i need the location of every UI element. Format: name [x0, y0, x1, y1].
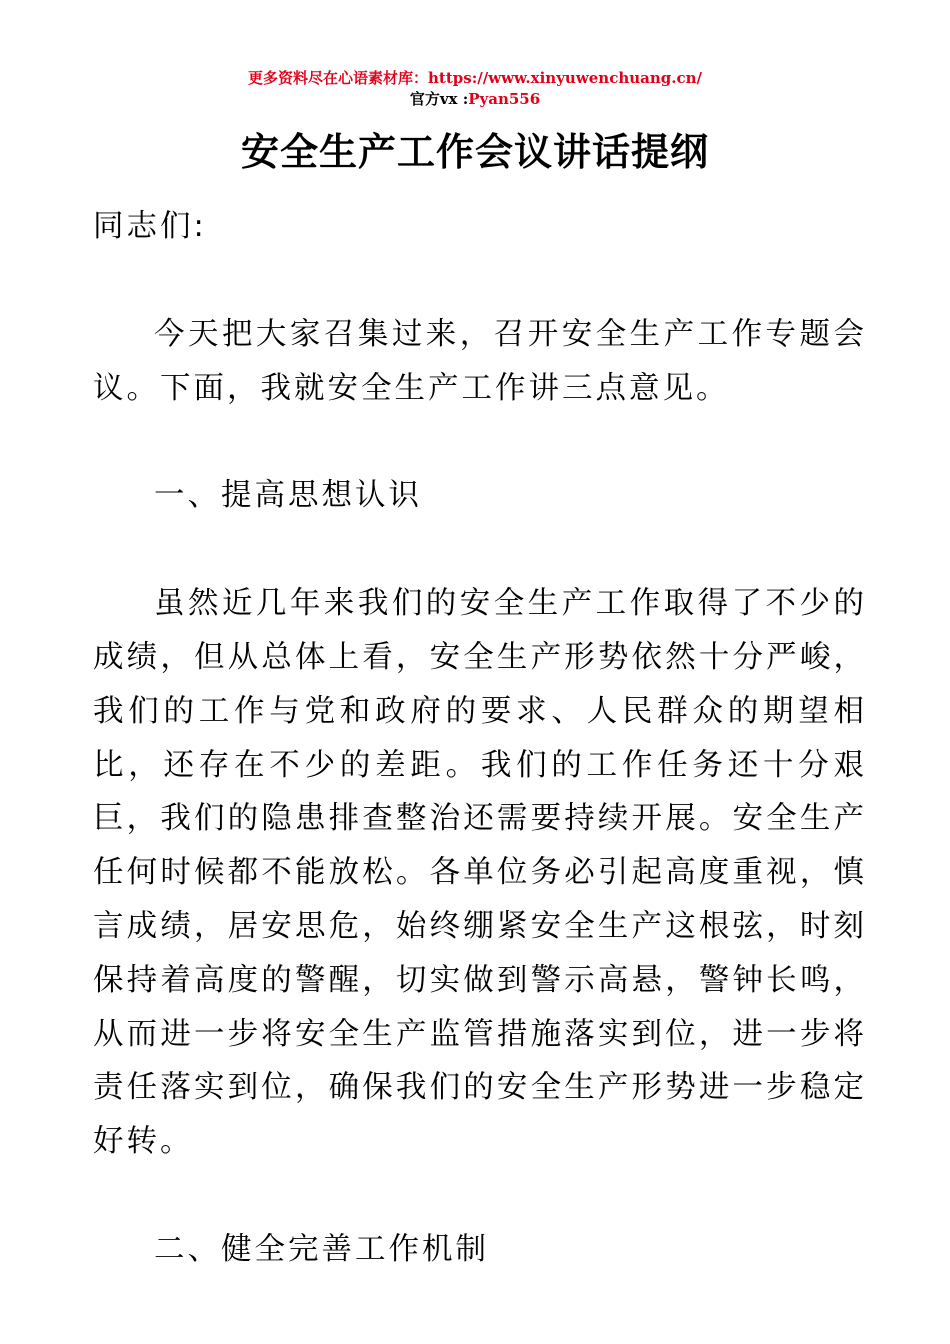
- watermark-line-2: [0, 89, 950, 109]
- document-title: 安全生产工作会议讲话提纲: [240, 129, 709, 174]
- intro-paragraph: 今天把大家召集过来，召开安全生产工作专题会议。下面，我就安全生产工作讲三点意见。: [93, 316, 867, 406]
- watermark-label: 更多资料尽在心语素材库：: [248, 69, 429, 87]
- section-2-heading: 二、健全完善工作机制: [154, 1231, 489, 1267]
- document-body: [93, 200, 867, 1331]
- watermark-url-link[interactable]: https://www.xinyuwenchuang.cn/: [428, 69, 702, 87]
- watermark-line-1: [0, 68, 950, 88]
- greeting: 同志们:: [93, 209, 207, 244]
- watermark-vx-id: Pyan556: [468, 90, 541, 108]
- section-1-heading: 一、提高思想认识: [154, 478, 422, 514]
- watermark-vx-label: 官方vx :: [409, 90, 469, 108]
- section-1-paragraph: 虽然近几年来我们的安全生产工作取得了不少的成绩，但从总体上看，安全生产形势依然十分严峻，我们的工作与党和政府的要求、人民群众的期望相比，还存在不少的差距。我们的工作任务还十分艰巨，我们的隐患排查整治还需要持续开展。安全生产任何时候都不能放松。各单位务必引起高度重视，慎言成绩，居安思危，始终绷紧安全生产这根弦，时刻保持着高度的警醒，切实做到警示高悬，警钟长鸣，从而进一步将安全生产监管措施落实到位，进一步将责任落实到位，确保我们的安全生产形势进一步稳定好转。: [93, 586, 867, 1160]
